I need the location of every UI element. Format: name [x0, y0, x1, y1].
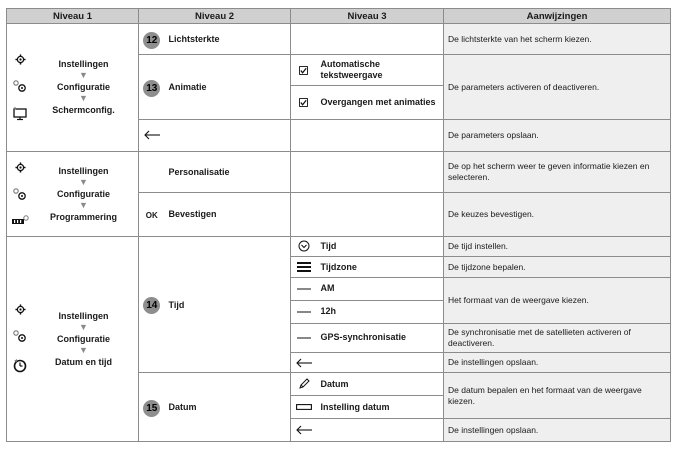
label-automatische-tekstweergave: Automatische tekstweergave [317, 55, 444, 86]
label-personalisatie: Personalisatie [165, 151, 291, 192]
label-instelling-datum: Instelling datum [317, 396, 444, 419]
label-tijd: Tijd [317, 236, 444, 257]
instruction-gps: De synchronisatie met de satellieten activeren of deactiveren. [444, 323, 671, 352]
label-lichtsterkte: Lichtsterkte [165, 24, 291, 55]
instruction-datum-opslaan: De instellingen opslaan. [444, 419, 671, 442]
checkbox-icon [291, 66, 317, 75]
badge-15: 15 [143, 400, 160, 417]
input-bar-icon [291, 404, 317, 410]
manual-table-container [6, 8, 670, 442]
empty-cell [291, 193, 444, 237]
label-am: AM [317, 278, 444, 301]
path-step-3: Schermconfig. [52, 105, 115, 116]
group2-level1 [7, 151, 139, 236]
ok-icon: OK [145, 211, 158, 221]
monitor-icon [12, 107, 28, 121]
path-step-3: Programmering [49, 211, 118, 222]
instruction-datum: De datum bepalen en het formaat van de weergave kiezen. [444, 373, 671, 419]
down-arrow-icon: ▼ [79, 321, 88, 332]
back-arrow-icon [291, 358, 317, 368]
instruction-tijd: De tijd instellen. [444, 236, 671, 257]
dash-icon [291, 310, 317, 314]
path-step-2: Configuratie [57, 82, 110, 93]
checkbox-icon [291, 98, 317, 107]
row-lichtsterkte [7, 24, 671, 55]
group3-level1 [7, 236, 139, 441]
settings-table [6, 8, 671, 442]
gears-icon [12, 329, 28, 343]
instruction-format: Het formaat van de weergave kiezen. [444, 278, 671, 324]
label-tijdzone: Tijdzone [317, 257, 444, 278]
down-arrow-icon: ▼ [79, 70, 88, 81]
label-overgangen-met-animaties: Overgangen met animaties [317, 86, 444, 120]
label-datum-level2: Datum [165, 373, 291, 442]
clock-arrow-icon [12, 357, 28, 373]
header-niveau2: Niveau 2 [139, 9, 291, 24]
header-niveau3: Niveau 3 [291, 9, 444, 24]
instruction-animatie: De parameters activeren of deactiveren. [444, 55, 671, 120]
badge-14: 14 [143, 297, 160, 314]
label-12h: 12h [317, 300, 444, 323]
instruction-tijdzone: De tijdzone bepalen. [444, 257, 671, 278]
instruction-tijd-opslaan: De instellingen opslaan. [444, 352, 671, 373]
label-tijd-level2: Tijd [165, 236, 291, 373]
path-step-2: Configuratie [57, 188, 110, 199]
path-step-1: Instellingen [58, 165, 109, 176]
gears-icon [12, 79, 28, 93]
label-bevestigen: Bevestigen [165, 193, 291, 237]
label-datum: Datum [317, 373, 444, 396]
down-arrow-icon: ▼ [79, 199, 88, 210]
gear-icon [15, 54, 26, 65]
header-niveau1: Niveau 1 [7, 9, 139, 24]
dash-icon [291, 287, 317, 291]
back-arrow-icon [139, 130, 165, 140]
back-arrow-icon [291, 425, 317, 435]
label-gps-synchronisatie: GPS-synchronisatie [317, 323, 444, 352]
instruction-bevestigen: De keuzes bevestigen. [444, 193, 671, 237]
instruction-group1-opslaan: De parameters opslaan. [444, 120, 671, 151]
gears-icon [12, 187, 28, 201]
header-aanwijzingen: Aanwijzingen [444, 9, 671, 24]
down-arrow-icon: ▼ [79, 176, 88, 187]
empty-cell [291, 151, 444, 192]
empty-cell [291, 24, 444, 55]
down-arrow-icon: ▼ [79, 93, 88, 104]
pencil-icon [291, 378, 317, 390]
list-icon [291, 262, 317, 272]
path-step-1: Instellingen [58, 59, 109, 70]
row-tijd [7, 236, 671, 257]
badge-12: 12 [143, 32, 160, 49]
instruction-lichtsterkte: De lichtsterkte van het scherm kiezen. [444, 24, 671, 55]
badge-13: 13 [143, 80, 160, 97]
instruction-personalisatie: De op het scherm weer te geven informatie kiezen en selecteren. [444, 151, 671, 192]
label-animatie: Animatie [165, 55, 291, 120]
gear-icon [15, 162, 26, 173]
dash-icon [291, 336, 317, 340]
path-step-2: Configuratie [57, 333, 110, 344]
path-step-3: Datum en tijd [54, 356, 112, 367]
empty-cell [291, 120, 444, 151]
clock-icon [291, 240, 317, 252]
row-personalisatie [7, 151, 671, 192]
gear-icon [15, 304, 26, 315]
header-row [7, 9, 671, 24]
path-step-1: Instellingen [58, 310, 109, 321]
programming-icon [11, 215, 29, 225]
group1-level1 [7, 24, 139, 152]
down-arrow-icon: ▼ [79, 344, 88, 355]
